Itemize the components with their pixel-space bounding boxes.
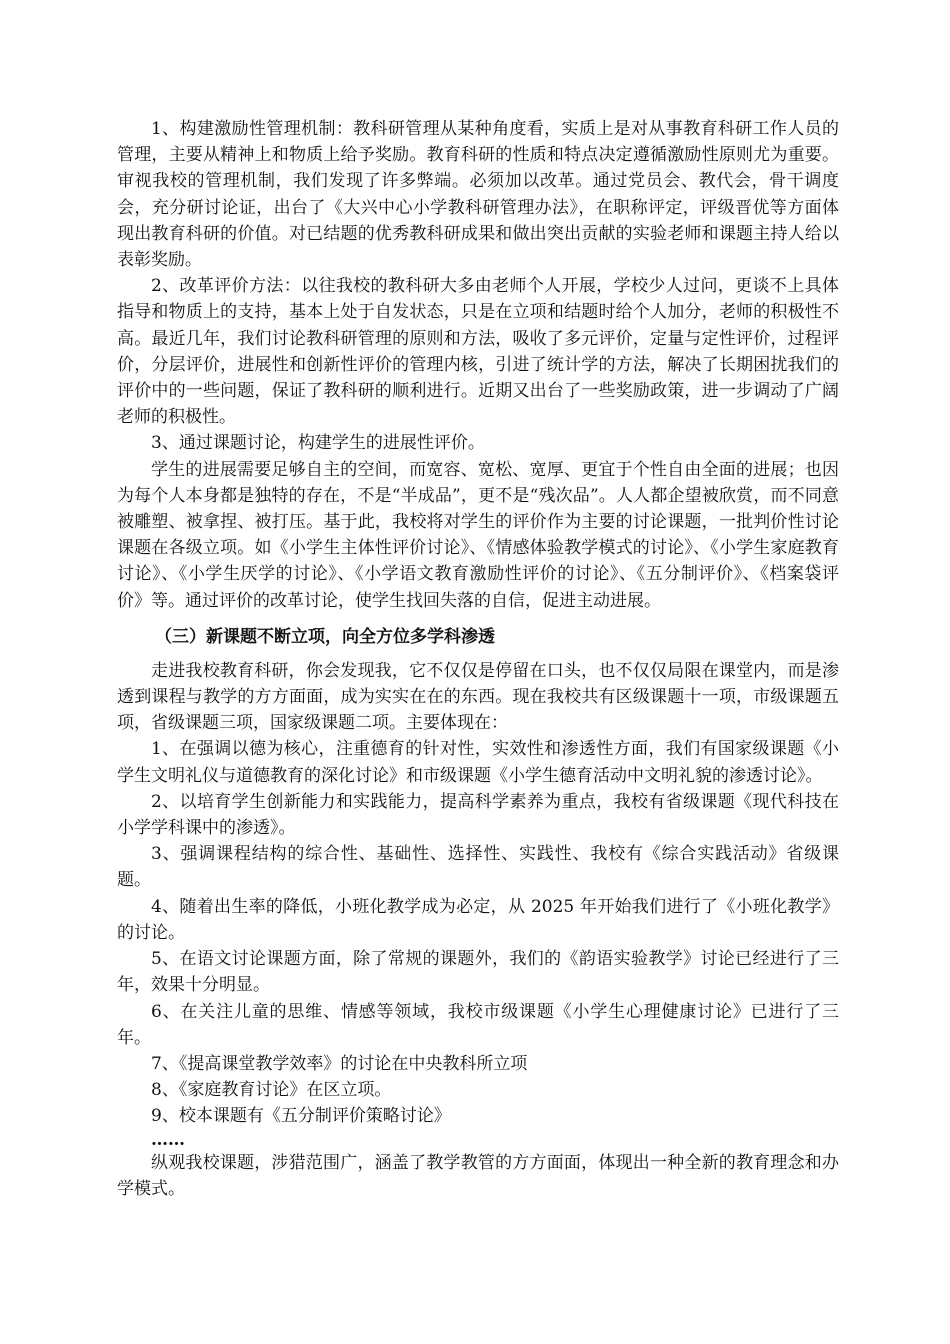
paragraph-closing: 纵观我校课题，涉猎范围广，涵盖了教学教管的方方面面，体现出一种全新的教育理念和办学模式。 (117, 1152, 839, 1199)
paragraph-student-evaluation: 3、通过课题讨论，构建学生的进展性评价。 (151, 433, 485, 454)
list-item: 4、随着出生率的降低，小班化教学成为必定，从 2025 年开始我们进行了《小班化教学》的讨论。 (117, 896, 839, 943)
section-heading: （三）新课题不断立项，向全方位多学科渗透 (155, 626, 495, 647)
document-page (117, 116, 839, 1202)
list-item: 6、在关注儿童的思维、情感等领域，我校市级课题《小学生心理健康讨论》已进行了三年。 (117, 1001, 839, 1048)
list-item: 1、在强调以德为核心，注重德育的针对性，实效性和渗透性方面，我们有国家级课题《小学生文明礼仪与道德教育的深化讨论》和市级课题《小学生德育活动中文明礼貌的渗透讨论》。 (117, 739, 839, 786)
list-item: 9、校本课题有《五分制评价策略讨论》 (151, 1106, 451, 1127)
list-item: 3、强调课程结构的综合性、基础性、选择性、实践性、我校有《综合实践活动》省级课题。 (117, 844, 839, 891)
list-item: 2、以培育学生创新能力和实践能力，提高科学素养为重点，我校有省级课题《现代科技在小学学科课中的渗透》。 (117, 791, 839, 839)
ellipsis: …… (151, 1129, 185, 1150)
list-item: 7、《提高课堂教学效率》的讨论在中央教科所立项 (151, 1053, 528, 1074)
paragraph-student-development: 学生的进展需要足够自主的空间，而宽容、宽松、宽厚、更宜于个性自由全面的进展；也因为每个人本身都是独特的存在，不是“半成品”，更不是“残次品”。人人都企望被欣赏，而不同意被雕塑、被拿捏、被打压。基于此，我校将对学生的评价作为主要的讨论课题，一批判价性讨论课题在各级立项。如《小学生主体性评价讨论》、《情感体验教学模式的讨论》、《小学生家庭教育讨论》、《小学生厌学的讨论》、《小学语文教育激励性评价的讨论》、《五分制评价》、《档案袋评价》等。通过评价的改革讨论，使学生找回失落的自信，促进主动进展。 (117, 459, 839, 611)
paragraph-research-intro: 走进我校教育科研，你会发现我，它不仅仅是停留在口头，也不仅仅局限在课堂内，而是渗透到课程与教学的方方面面，成为实实在在的东西。现在我校共有区级课题十一项，市级课题五项，省级课题三项，国家级课题二项。主要体现在： (117, 660, 839, 734)
paragraph-evaluation-reform: 2、改革评价方法：以往我校的教科研大多由老师个人开展，学校少人过问，更谈不上具体指导和物质上的支持，基本上处于自发状态，只是在立项和结题时给个人加分，老师的积极性不高。最近几年，我们讨论教科研管理的原则和方法，吸收了多元评价，定量与定性评价，过程评价，分层评价，进展性和创新性评价的管理内核，引进了统计学的方法，解决了长期困扰我们的评价中的一些问题，保证了教科研的顺利进行。近期又出台了一些奖励政策，进一步调动了广阔老师的积极性。 (117, 276, 839, 428)
list-item: 8、《家庭教育讨论》在区立项。 (151, 1080, 392, 1101)
paragraph-incentive-mechanism: 1、构建激励性管理机制：教科研管理从某种角度看，实质上是对从事教育科研工作人员的管理，主要从精神上和物质上给予奖励。教育科研的性质和特点决定遵循激励性原则尤为重要。审视我校的管理机制，我们发现了许多弊端。必须加以改革。通过党员会、教代会，骨干调度会，充分研讨论证，出台了《大兴中心小学教科研管理办法》，在职称评定，评级晋优等方面体现出教育科研的价值。对已结题的优秀教科研成果和做出突出贡献的实验老师和课题主持人给以表彰奖励。 (117, 119, 839, 271)
list-item: 5、在语文讨论课题方面，除了常规的课题外，我们的《韵语实验教学》讨论已经进行了三年，效果十分明显。 (117, 949, 839, 996)
